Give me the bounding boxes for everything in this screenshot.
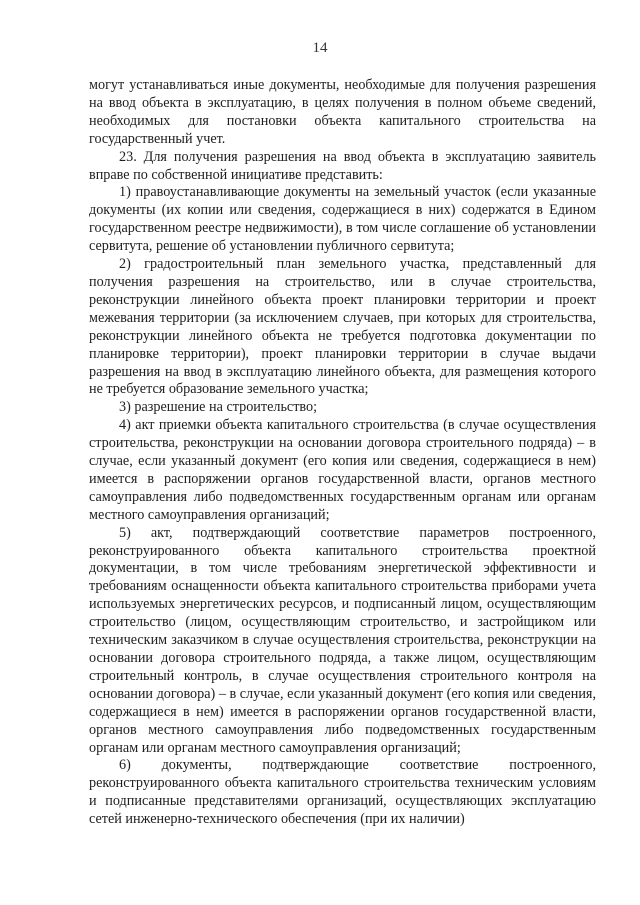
- paragraph-subitem-1: 1) правоустанавливающие документы на земельный участок (если указанные документы (их копии или сведения, содержащиеся в них) содержатся в Едином государственном реестре недвижимости), в том числе соглашение об установлении сервитута, решение об установлении публичного сервитута;: [89, 184, 596, 255]
- paragraph-subitem-5: 5) акт, подтверждающий соответствие параметров построенного, реконструированного объекта капитального строительства проектной документации, в том числе требованиям энергетической эффективности и требованиям оснащенности объекта капитального строительства приборами учета используемых энергетических ресурсов, и подписанный лицом, осуществляющим строительство (лицом, осуществляющим строительство, и застройщиком или техническим заказчиком в случае осуществления строительства, реконструкции на основании договора строительного подряда, а также лицом, осуществляющим строительный контроль, в случае осуществления строительного контроля на основании договора) – в случае, если указанный документ (его копия или сведения, содержащиеся в нем) имеется в распоряжении органов государственной власти, органов местного самоуправления либо подведомственных государственным органам или органам местного самоуправления организаций;: [89, 524, 596, 756]
- paragraph-subitem-3: 3) разрешение на строительство;: [119, 399, 318, 416]
- paragraph-continuation: могут устанавливаться иные документы, необходимые для получения разрешения на ввод объекта в эксплуатацию, в целях получения в полном объеме сведений, необходимых для постановки объекта капитального строительства на государственный учет.: [89, 77, 596, 147]
- paragraph-item-23: 23. Для получения разрешения на ввод объекта в эксплуатацию заявитель вправе по собственной инициативе представить:: [89, 148, 596, 183]
- page-number: 14: [312, 40, 328, 56]
- paragraph-subitem-6: 6) документы, подтверждающие соответствие построенного, реконструированного объекта капитального строительства техническим условиям и подписанные представителями организаций, осуществляющих эксплуатацию сетей инженерно-технического обеспечения (при их наличии): [89, 757, 596, 828]
- document-body: [89, 77, 596, 829]
- paragraph-subitem-4: 4) акт приемки объекта капитального строительства (в случае осуществления строительства, реконструкции на основании договора строительного подряда) – в случае, если указанный документ (его копия или сведения, содержащиеся в нем) имеется в распоряжении органов государственной власти, органов местного самоуправления либо подведомственных государственным органам или органам местного самоуправления организаций;: [89, 417, 596, 523]
- paragraph-subitem-2: 2) градостроительный план земельного участка, представленный для получения разрешения на строительство, или в случае строительства, реконструкции линейного объекта проект планировки территории и проект межевания территории (за исключением случаев, при которых для строительства, реконструкции линейного объекта не требуется подготовка документации по планировке территории), проект планировки территории в случае выдачи разрешения на ввод в эксплуатацию линейного объекта, для размещения которого не требуется образование земельного участка;: [89, 256, 596, 398]
